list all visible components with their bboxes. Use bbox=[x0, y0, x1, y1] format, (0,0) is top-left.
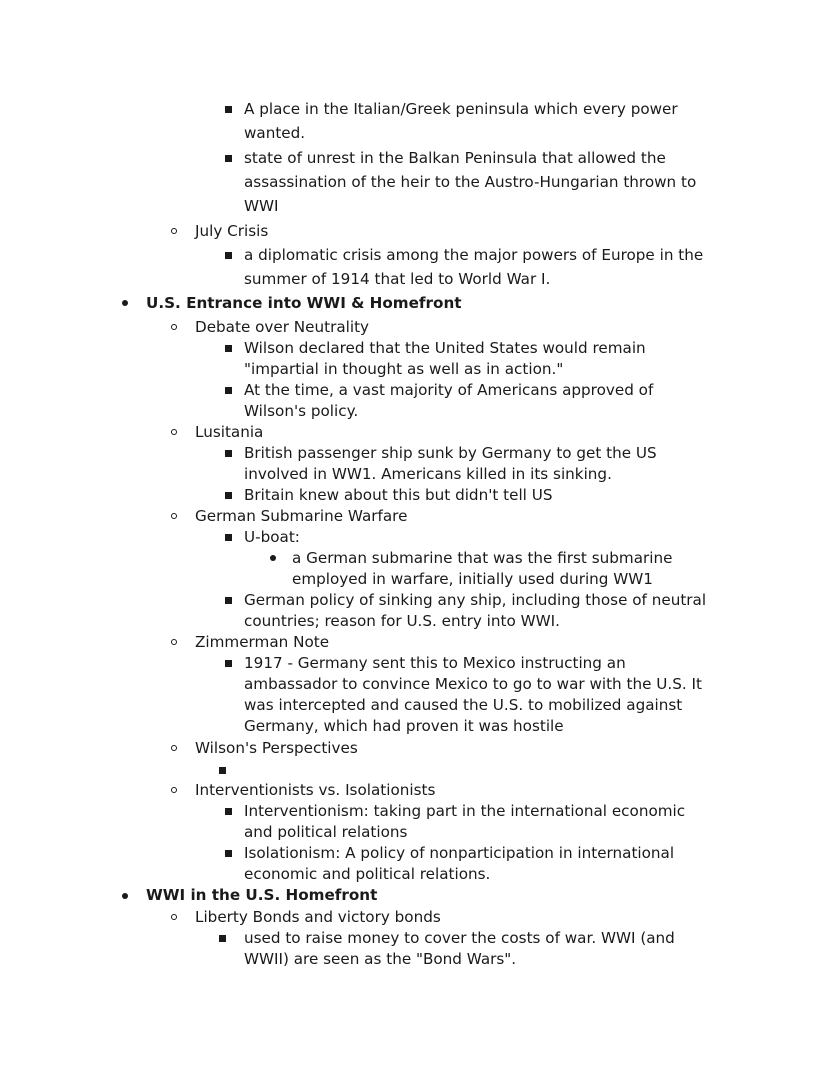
circle-bullet-icon bbox=[171, 745, 177, 751]
circle-bullet-icon bbox=[171, 228, 177, 234]
list-item: U-boat: bbox=[244, 528, 300, 546]
section-heading: Liberty Bonds and victory bonds bbox=[195, 908, 441, 926]
square-bullet-icon bbox=[225, 660, 232, 667]
circle-bullet-icon bbox=[171, 324, 177, 330]
list-item: Isolationism: A policy of nonparticipation in international economic and political relations. bbox=[244, 844, 675, 883]
square-bullet-icon bbox=[225, 387, 232, 394]
list-item: Britain knew about this but didn't tell US bbox=[244, 486, 553, 504]
disc-bullet-icon bbox=[122, 893, 128, 899]
list-item: a German submarine that was the first submarine employed in warfare, initially used during WW1 bbox=[292, 549, 673, 588]
square-bullet-icon bbox=[225, 492, 232, 499]
section-heading: Debate over Neutrality bbox=[195, 318, 370, 336]
circle-bullet-icon bbox=[171, 914, 177, 920]
list-item: state of unrest in the Balkan Peninsula that allowed the assassination of the heir to the Austro-Hungarian thrown to WWI bbox=[244, 149, 697, 215]
list-item: Interventionism: taking part in the international economic and political relations bbox=[244, 802, 686, 841]
top-heading: U.S. Entrance into WWI & Homefront bbox=[146, 294, 462, 312]
square-bullet-icon bbox=[225, 808, 232, 815]
section-heading: Interventionists vs. Isolationists bbox=[195, 781, 436, 799]
circle-bullet-icon bbox=[171, 787, 177, 793]
section-heading: July Crisis bbox=[195, 222, 269, 240]
square-bullet-icon bbox=[219, 935, 226, 942]
square-bullet-icon bbox=[225, 597, 232, 604]
list-item: used to raise money to cover the costs of war. WWI (and WWII) are seen as the "Bond Wars". bbox=[244, 929, 675, 968]
list-item: Wilson declared that the United States would remain "impartial in thought as well as in action." bbox=[244, 339, 646, 378]
section-heading: Wilson's Perspectives bbox=[195, 739, 358, 757]
list-item: a diplomatic crisis among the major powers of Europe in the summer of 1914 that led to World War I. bbox=[244, 246, 704, 288]
section-heading: German Submarine Warfare bbox=[195, 507, 408, 525]
square-bullet-icon bbox=[225, 345, 232, 352]
disc-bullet-icon bbox=[270, 555, 276, 561]
square-bullet-icon bbox=[225, 850, 232, 857]
list-item: 1917 - Germany sent this to Mexico instructing an ambassador to convince Mexico to go to war with the U.S. It was intercepted and caused the U.S. to mobilized against Germany, which had proven it was hostile bbox=[244, 654, 702, 735]
circle-bullet-icon bbox=[171, 513, 177, 519]
disc-bullet-icon bbox=[122, 300, 128, 306]
circle-bullet-icon bbox=[171, 639, 177, 645]
list-item: At the time, a vast majority of Americans approved of Wilson's policy. bbox=[244, 381, 654, 420]
top-heading: WWI in the U.S. Homefront bbox=[146, 886, 378, 904]
list-item: British passenger ship sunk by Germany to get the US involved in WW1. Americans killed in its sinking. bbox=[244, 444, 657, 483]
list-item: German policy of sinking any ship, including those of neutral countries; reason for U.S. entry into WWI. bbox=[244, 591, 707, 630]
square-bullet-icon bbox=[225, 106, 232, 113]
section-heading: Zimmerman Note bbox=[195, 633, 330, 651]
circle-bullet-icon bbox=[171, 429, 177, 435]
list-item: A place in the Italian/Greek peninsula which every power wanted. bbox=[244, 100, 678, 142]
square-bullet-icon bbox=[225, 252, 232, 259]
square-bullet-icon bbox=[225, 450, 232, 457]
square-bullet-icon bbox=[219, 767, 226, 774]
section-heading: Lusitania bbox=[195, 423, 264, 441]
square-bullet-icon bbox=[225, 534, 232, 541]
square-bullet-icon bbox=[225, 155, 232, 162]
